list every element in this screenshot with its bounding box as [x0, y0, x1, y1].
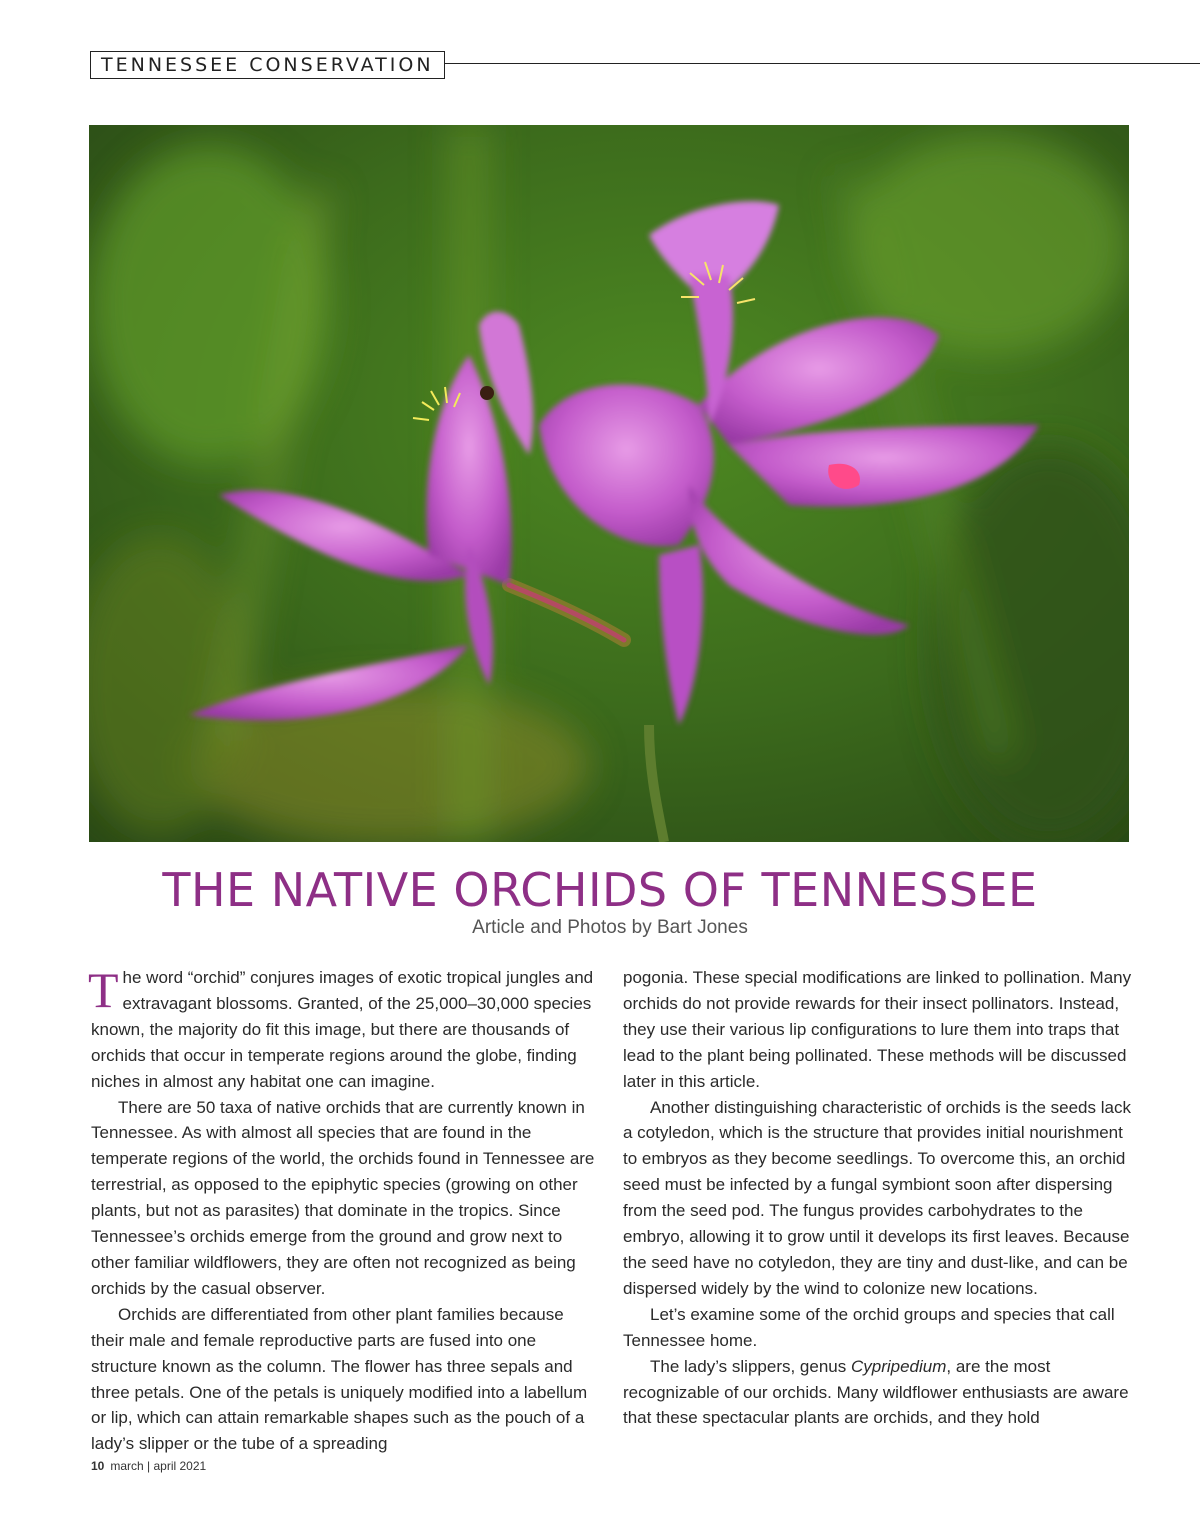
article-title: THE NATIVE ORCHIDS OF TENNESSEE: [162, 863, 1038, 917]
paragraph-text: The lady’s slippers, genus: [650, 1356, 851, 1376]
paragraph-text: he word “orchid” conjures images of exotic tropical jungles and extravagant blossoms. Granted, of the 25,000–30,000 species known, the majority do fit this image, but there are thousands of orchids that occur in temperate regions around the globe, finding niches in almost any habitat one can imagine.: [91, 968, 594, 1091]
page-number: 10: [91, 1459, 105, 1473]
article-byline: Article and Photos by Bart Jones: [472, 917, 748, 938]
hero-photo: [89, 125, 1129, 842]
page-footer: [91, 1459, 206, 1473]
paragraph: pogonia. These special modifications are linked to pollination. Many orchids do not provide rewards for their insect pollinators. Instead, they use their various lip configurations to lure them into traps that lead to the plant being pollinated. These methods will be discussed later in this article.: [623, 968, 1132, 1091]
left-column: [88, 962, 601, 1457]
right-column: [623, 965, 1133, 1431]
paragraph: Let’s examine some of the orchid groups and species that call Tennessee home.: [623, 1304, 1115, 1350]
issue-date: march | april 2021: [110, 1459, 207, 1473]
orchid-photo: [89, 125, 1129, 842]
paragraph: [88, 962, 601, 1095]
paragraph: Another distinguishing characteristic of orchids is the seeds lack a cotyledon, which is the structure that provides initial nourishment to embryos as they become seedlings. To overcome this, an orchid seed must be infected by a fungal symbiont soon after dispersing from the seed pod. The fungus provides carbohydrates to the embryo, allowing it to grow until it develops its first leaves. Because the seed have no cotyledon, they are tiny and dust-like, and can be dispersed widely by the wind to colonize new locations.: [623, 1097, 1131, 1298]
paragraph: [623, 1354, 1133, 1432]
genus-name: Cypripedium: [850, 1356, 947, 1376]
paragraph-text: , are the most recognizable of our orchids. Many wildflower enthusiasts are aware that these spectacular plants are orchids, and they hold: [623, 1356, 1129, 1428]
section-label: TENNESSEE CONSERVATION: [90, 51, 445, 79]
drop-cap: T: [88, 962, 119, 1018]
paragraph: Orchids are differentiated from other plant families because their male and female reproductive parts are fused into one structure known as the column. The flower has three sepals and three petals. One of the petals is uniquely modified into a labellum or lip, which can attain remarkable shapes such as the pouch of a lady’s slipper or the tube of a spreading: [91, 1304, 588, 1454]
paragraph: There are 50 taxa of native orchids that are currently known in Tennessee. As with almost all species that are found in the temperate regions of the world, the orchids found in Tennessee are terrestrial, as opposed to the epiphytic species (growing on other plants, but not as parasites) that dominate in the tropics. Since Tennessee’s orchids emerge from the ground and grow next to other familiar wildflowers, they are often not recognized as being orchids by the casual observer.: [91, 1097, 595, 1298]
header-rule: [445, 63, 1200, 64]
